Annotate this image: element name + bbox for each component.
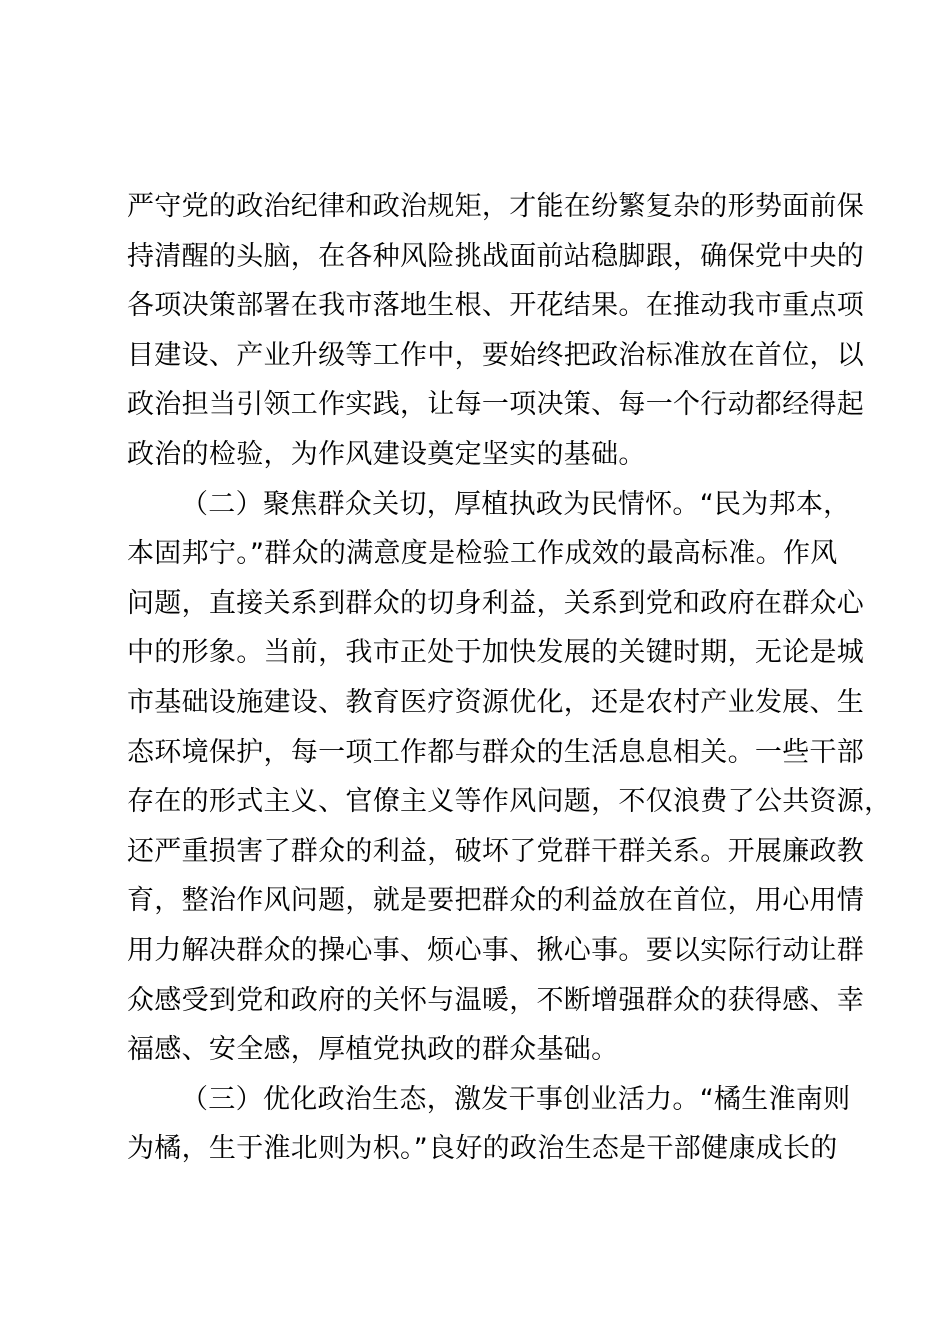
text-line: 各项决策部署在我市落地生根、开花结果。在推动我市重点项 <box>127 290 865 322</box>
text-line: 本固邦宁。”群众的满意度是检验工作成效的最高标准。作风 <box>127 538 838 570</box>
text-line: 福感、安全感，厚植党执政的群众基础。 <box>127 1034 619 1066</box>
text-line: 还严重损害了群众的利益，破坏了党群干群关系。开展廉政教 <box>127 835 865 867</box>
text-line: 中的形象。当前，我市正处于加快发展的关键时期，无论是城 <box>127 637 865 669</box>
text-line: 持清醒的头脑，在各种风险挑战面前站稳脚跟，确保党中央的 <box>127 240 865 272</box>
text-line: 育，整治作风问题，就是要把群众的利益放在首位，用心用情 <box>127 885 865 917</box>
text-line: 用力解决群众的操心事、烦心事、揪心事。要以实际行动让群 <box>127 934 865 966</box>
body-text <box>127 182 892 1174</box>
text-line: 态环境保护，每一项工作都与群众的生活息息相关。一些干部 <box>127 736 865 768</box>
section-heading-3: （三）优化政治生态，激发干事创业活力。“橘生淮南则 <box>181 1083 851 1115</box>
text-line: 目建设、产业升级等工作中，要始终把政治标准放在首位，以 <box>127 339 865 371</box>
text-line: 为橘，生于淮北则为枳。”良好的政治生态是干部健康成长的 <box>127 1133 838 1165</box>
text-line: 众感受到党和政府的关怀与温暖，不断增强群众的获得感、幸 <box>127 984 865 1016</box>
text-line: 政治的检验，为作风建设奠定坚实的基础。 <box>127 438 646 470</box>
text-line: 存在的形式主义、官僚主义等作风问题，不仅浪费了公共资源， <box>127 786 892 818</box>
section-heading-2: （二）聚焦群众关切，厚植执政为民情怀。“民为邦本， <box>181 488 851 520</box>
text-line: 严守党的政治纪律和政治规矩，才能在纷繁复杂的形势面前保 <box>127 191 865 222</box>
text-line: 问题，直接关系到群众的切身利益，关系到党和政府在群众心 <box>127 587 865 619</box>
text-line: 市基础设施建设、教育医疗资源优化，还是农村产业发展、生 <box>127 686 865 718</box>
text-line: 政治担当引领工作实践，让每一项决策、每一个行动都经得起 <box>127 389 865 421</box>
